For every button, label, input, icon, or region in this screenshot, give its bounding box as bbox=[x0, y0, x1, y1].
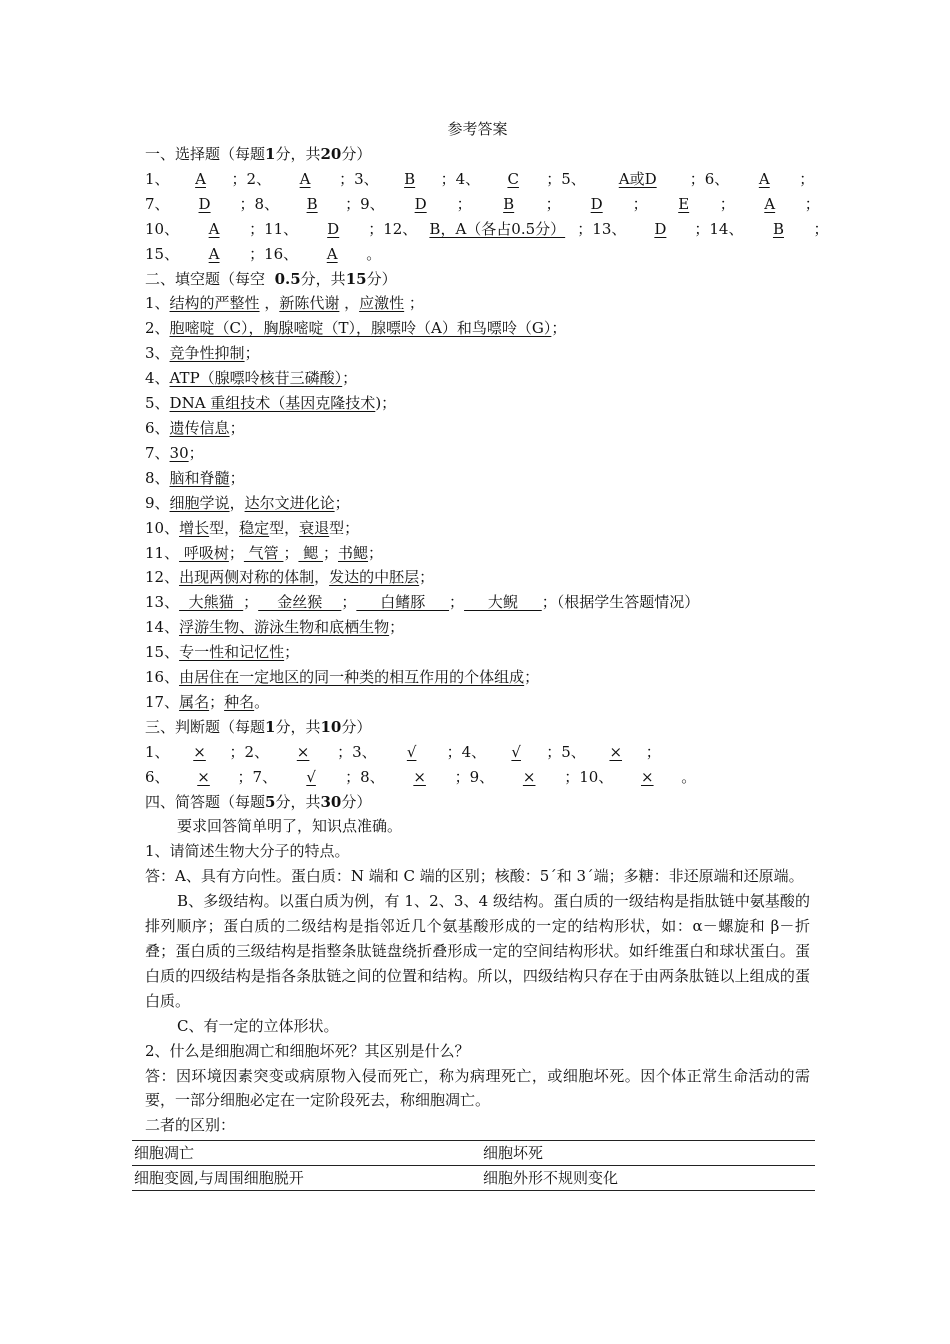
section-4-heading: 四、简答题（每题5分，共30分） bbox=[145, 792, 372, 811]
judge-answer: √ bbox=[511, 742, 521, 761]
requirement-note: 要求回答简单明了，知识点准确。 bbox=[177, 817, 403, 836]
judge-row-2: 6、 × ；7、 √ ；8、 × ；9、 × ；10、 × 。 bbox=[145, 765, 810, 790]
answer-1-part-a: 答：A、具有方向性。蛋白质：N 端和 C 端的区别；核酸：5´和 3´端；多糖：非还原端和还原端。 bbox=[145, 867, 804, 886]
choice-answer: A或D bbox=[618, 169, 657, 188]
choice-answer: A bbox=[195, 169, 206, 188]
judge-answer: × bbox=[522, 767, 536, 786]
fill-item-13: 13、 大熊猫 ； 金丝猴 ； 白鳍豚 ； 大鲵 ；（根据学生答题情况） bbox=[145, 593, 700, 612]
fill-item-7: 7、30； bbox=[145, 443, 204, 462]
choice-answer: A bbox=[299, 169, 311, 188]
choice-answer: A bbox=[326, 244, 338, 263]
judge-answer: × bbox=[413, 767, 426, 786]
judge-answer: √ bbox=[306, 767, 316, 786]
table-cell: 细胞外形不规则变化 bbox=[481, 1166, 815, 1191]
judge-answer: √ bbox=[406, 742, 417, 761]
choice-answer: A bbox=[764, 194, 776, 213]
section-2-heading: 二、填空题（每空 0.5分，共15分） bbox=[145, 269, 397, 288]
choice-answer: B bbox=[772, 219, 784, 238]
choice-answer: D bbox=[654, 219, 667, 238]
choice-answer: E bbox=[678, 194, 690, 213]
judge-answer: × bbox=[197, 767, 210, 786]
choice-answer: A bbox=[208, 219, 220, 238]
choice-answer: B bbox=[404, 169, 416, 188]
table-header-apoptosis: 细胞凋亡 bbox=[132, 1141, 481, 1166]
question-1: 1、请简述生物大分子的特点。 bbox=[145, 842, 350, 861]
table-header-necrosis: 细胞坏死 bbox=[481, 1141, 815, 1166]
choice-row-3: 10、 A ；11、 D ；12、 B，A（各占0.5分） ；13、 D ；14、 B ； bbox=[145, 217, 810, 242]
judge-row-1: 1、 × ；2、 × ；3、 √ ；4、 √ ；5、 × ； bbox=[145, 740, 810, 765]
fill-item-9: 9、细胞学说，达尔文进化论； bbox=[145, 493, 350, 512]
choice-answer: D bbox=[198, 194, 211, 213]
question-2: 2、什么是细胞凋亡和细胞坏死？其区别是什么？ bbox=[145, 1041, 470, 1060]
fill-item-17: 17、属名；种名。 bbox=[145, 692, 270, 711]
choice-answer: B，A（各占0.5分） bbox=[429, 219, 566, 238]
choice-answer: A bbox=[758, 169, 770, 188]
judge-answer: × bbox=[640, 767, 654, 786]
fill-item-12: 12、出现两侧对称的体制，发达的中胚层； bbox=[145, 568, 435, 587]
choice-answer: D bbox=[414, 194, 427, 213]
difference-table bbox=[132, 1140, 815, 1191]
judge-answer: × bbox=[609, 742, 623, 761]
answer-2-text: 答：因环境因素突变或病原物入侵而死亡，称为病理死亡，或细胞坏死。因个体正常生命活动的需要，一部分细胞必定在一定阶段死去，称细胞凋亡。 bbox=[145, 1066, 810, 1110]
choice-answer: C bbox=[507, 169, 519, 188]
fill-item-3: 3、竞争性抑制； bbox=[145, 344, 260, 363]
fill-item-8: 8、脑和脊髓； bbox=[145, 468, 245, 487]
choice-row-4: 15、 A ；16、 A 。 bbox=[145, 242, 810, 267]
fill-item-16: 16、由居住在一定地区的同一种类的相互作用的个体组成； bbox=[145, 668, 540, 687]
answer-key-page bbox=[134, 118, 829, 1191]
table-row bbox=[132, 1141, 815, 1166]
table-row bbox=[132, 1166, 815, 1191]
fill-item-11: 11、 呼吸树； 气管 ； 鳃 ；书鳃； bbox=[145, 543, 384, 562]
choice-answer: B bbox=[306, 194, 318, 213]
fill-item-4: 4、ATP（腺嘌呤核苷三磷酸）； bbox=[145, 369, 358, 388]
fill-item-1: 1、结构的严整性 ，新陈代谢 ，应激性 ； bbox=[145, 294, 424, 313]
choice-row-2: 7、 D ；8、 B ；9、 D ； B ； D ； E ； A ； bbox=[145, 192, 810, 217]
choice-answer: D bbox=[327, 219, 340, 238]
fill-item-2: 2、胞嘧啶（C），胸腺嘧啶（T），腺嘌呤（A）和鸟嘌呤（G）； bbox=[145, 319, 567, 338]
answer-1-part-c: C、有一定的立体形状。 bbox=[177, 1016, 339, 1035]
fill-item-10: 10、增长型，稳定型，衰退型； bbox=[145, 518, 360, 537]
table-cell: 细胞变圆,与周围细胞脱开 bbox=[132, 1166, 481, 1191]
judge-answer: × bbox=[296, 742, 310, 761]
section-3-heading: 三、判断题（每题1分，共10分） bbox=[145, 717, 372, 736]
judge-answer: × bbox=[193, 742, 206, 761]
fill-item-14: 14、浮游生物、游泳生物和底栖生物； bbox=[145, 618, 405, 637]
difference-label: 二者的区别： bbox=[145, 1116, 236, 1135]
choice-answer: B bbox=[503, 194, 515, 213]
fill-item-15: 15、专一性和记忆性； bbox=[145, 643, 300, 662]
fill-item-6: 6、遗传信息； bbox=[145, 418, 245, 437]
choice-row-1: 1、 A ；2、 A ；3、 B ；4、 C ；5、 A或D ；6、 A ； bbox=[145, 167, 810, 192]
choice-answer: D bbox=[590, 194, 603, 213]
fill-item-5: 5、DNA 重组技术（基因克隆技术)； bbox=[145, 394, 397, 413]
answer-1-part-b: B、多级结构。以蛋白质为例，有 1、2、3、4 级结构。蛋白质的一级结构是指肽链中氨基酸的排列顺序；蛋白质的二级结构是指邻近几个氨基酸形成的一定的结构形状，如：α－螺旋和 β－折叠；蛋白质的三级结构是指整条肽链盘绕折叠形成一定的空间结构形状。如纤维蛋白和球状蛋白。蛋白质的四级结构是指各条肽链之间的位置和结构。所以，四级结构只存在于由两条肽链以上组成的蛋白质。 bbox=[145, 892, 810, 1010]
choice-answer: A bbox=[208, 244, 220, 263]
section-1-heading: 一、选择题（每题1分，共20分） bbox=[145, 145, 372, 163]
page-title: 参考答案 bbox=[447, 120, 508, 138]
